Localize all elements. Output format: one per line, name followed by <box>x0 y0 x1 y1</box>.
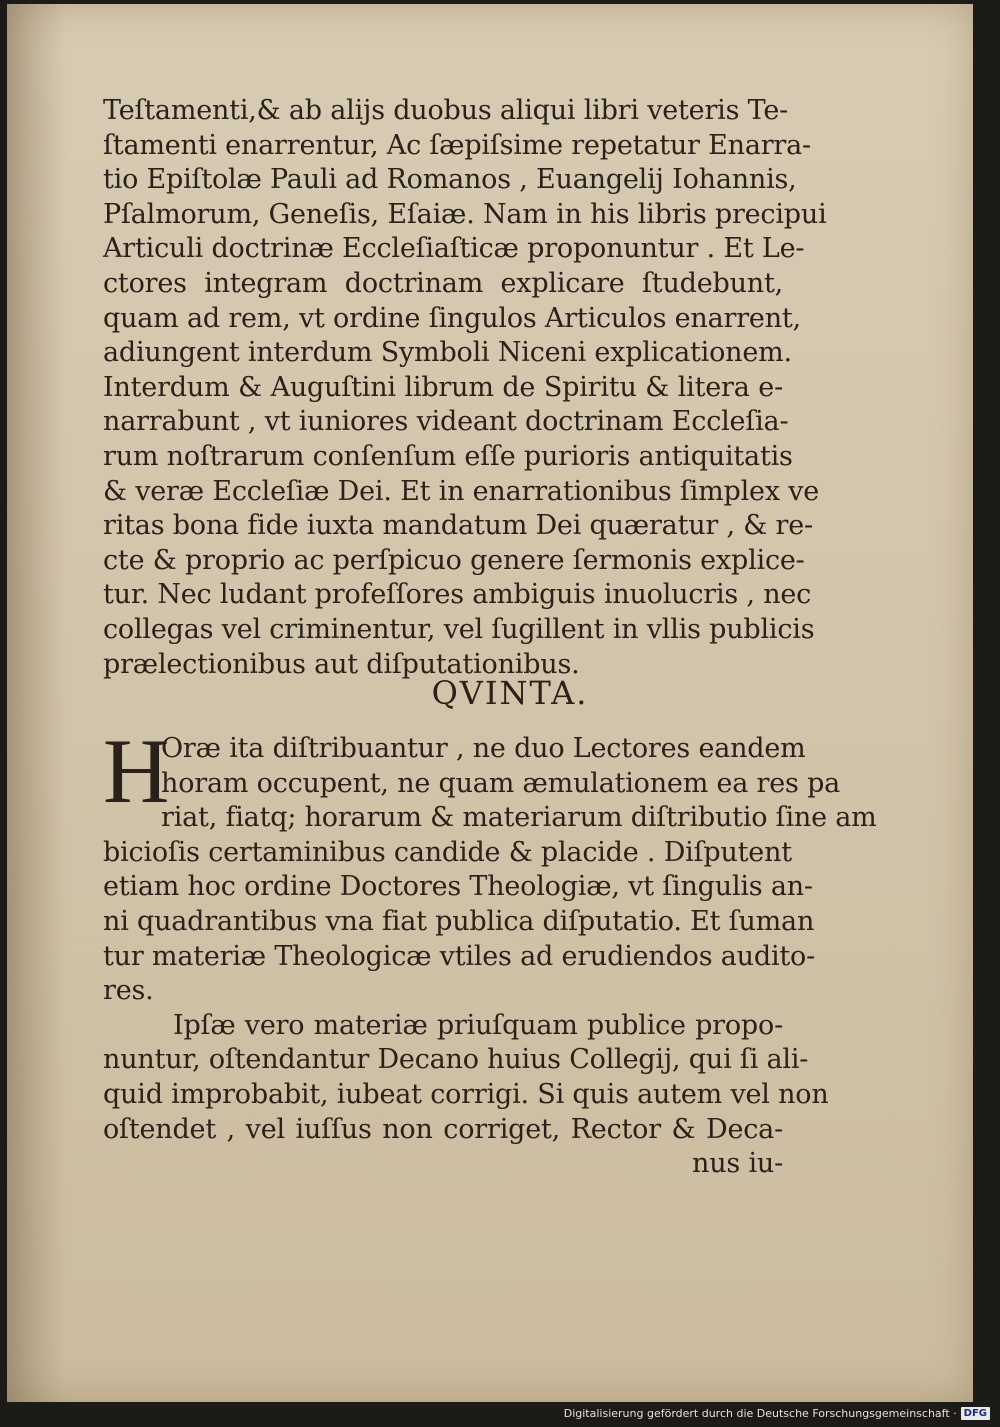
text-line: tur materiæ Theologicæ vtiles ad erudiendos audito- <box>103 940 816 972</box>
text-line: cte & proprio ac perſpicuo genere ſermonis explice- <box>103 544 805 576</box>
text-line: ſtamenti enarrentur, Ac ſæpiſsime repetatur Enarra- <box>103 129 811 161</box>
text-line: oſtendet , vel iuſſus non corriget, Rector & Deca- <box>103 1113 783 1145</box>
text-line: Articuli doctrinæ Eccleſiaſticæ proponuntur . Et Le- <box>103 233 805 265</box>
text-line: narrabunt , vt iuniores videant doctrinam Eccleſia- <box>103 406 789 438</box>
text-line: nuntur, oſtendantur Decano huius Collegij, qui ſi ali- <box>103 1044 809 1076</box>
text-line: Pſalmorum, Geneſis, Eſaiæ. Nam in his libris precipui <box>103 198 827 230</box>
text-line: etiam hoc ordine Doctores Theologiæ, vt ſingulis an- <box>103 871 813 903</box>
text-line: Interdum & Auguſtini librum de Spiritu & litera e- <box>103 371 783 403</box>
section-body <box>103 720 877 1182</box>
text-line: ni quadrantibus vna fiat publica diſputatio. Et ſuman <box>103 905 815 937</box>
dfg-logo: DFG <box>961 1407 990 1420</box>
scanned-page <box>7 4 973 1402</box>
text-line: bicioſis certaminibus candide & placide . Diſputent <box>103 836 792 868</box>
text-line: quid improbabit, iubeat corrigi. Si quis autem vel non <box>103 1078 829 1110</box>
text-line: tio Epiſtolæ Pauli ad Romanos , Euangelij Iohannis, <box>103 164 797 196</box>
text-line: Oræ ita diſtribuantur , ne duo Lectores eandem <box>161 733 806 764</box>
digitization-credit <box>564 1405 990 1421</box>
text-line: res. <box>103 975 154 1007</box>
text-line: tur. Nec ludant profeſſores ambiguis inuolucris , nec <box>103 579 812 611</box>
text-line: rum noſtrarum conſenſum eſſe purioris antiquitatis <box>103 440 793 472</box>
text-line: Ipſæ vero materiæ priuſquam publice propo- <box>173 1009 783 1041</box>
catchword: nus iu- <box>692 1148 783 1180</box>
drop-capital: H <box>103 720 170 822</box>
text-line: adiungent interdum Symboli Niceni explicationem. <box>103 337 792 369</box>
text-line: prælectionibus aut diſputationibus. <box>103 648 580 680</box>
text-line: horam occupent, ne quam æmulationem ea res pa <box>161 767 841 799</box>
paragraph-continuation <box>103 94 827 682</box>
text-line: collegas vel criminentur, vel ſugillent in vllis publicis <box>103 613 815 645</box>
text-line: Teſtamenti,& ab alijs duobus aliqui libri veteris Te- <box>103 95 789 126</box>
text-line: ritas bona fide iuxta mandatum Dei quæratur , & re- <box>103 510 813 542</box>
credit-text: Digitalisierung gefördert durch die Deutsche Forschungsgemeinschaft · <box>563 1406 957 1420</box>
text-line: riat, fiatq; horarum & materiarum diſtributio ſine am <box>161 802 877 834</box>
text-line: & veræ Eccleſiæ Dei. Et in enarrationibus ſimplex ve <box>103 475 820 507</box>
section-heading: QVINTA. <box>431 674 589 712</box>
text-line: ctores integram doctrinam explicare ſtudebunt, <box>103 267 783 299</box>
text-line: quam ad rem, vt ordine ſingulos Articulos enarrent, <box>103 302 801 334</box>
